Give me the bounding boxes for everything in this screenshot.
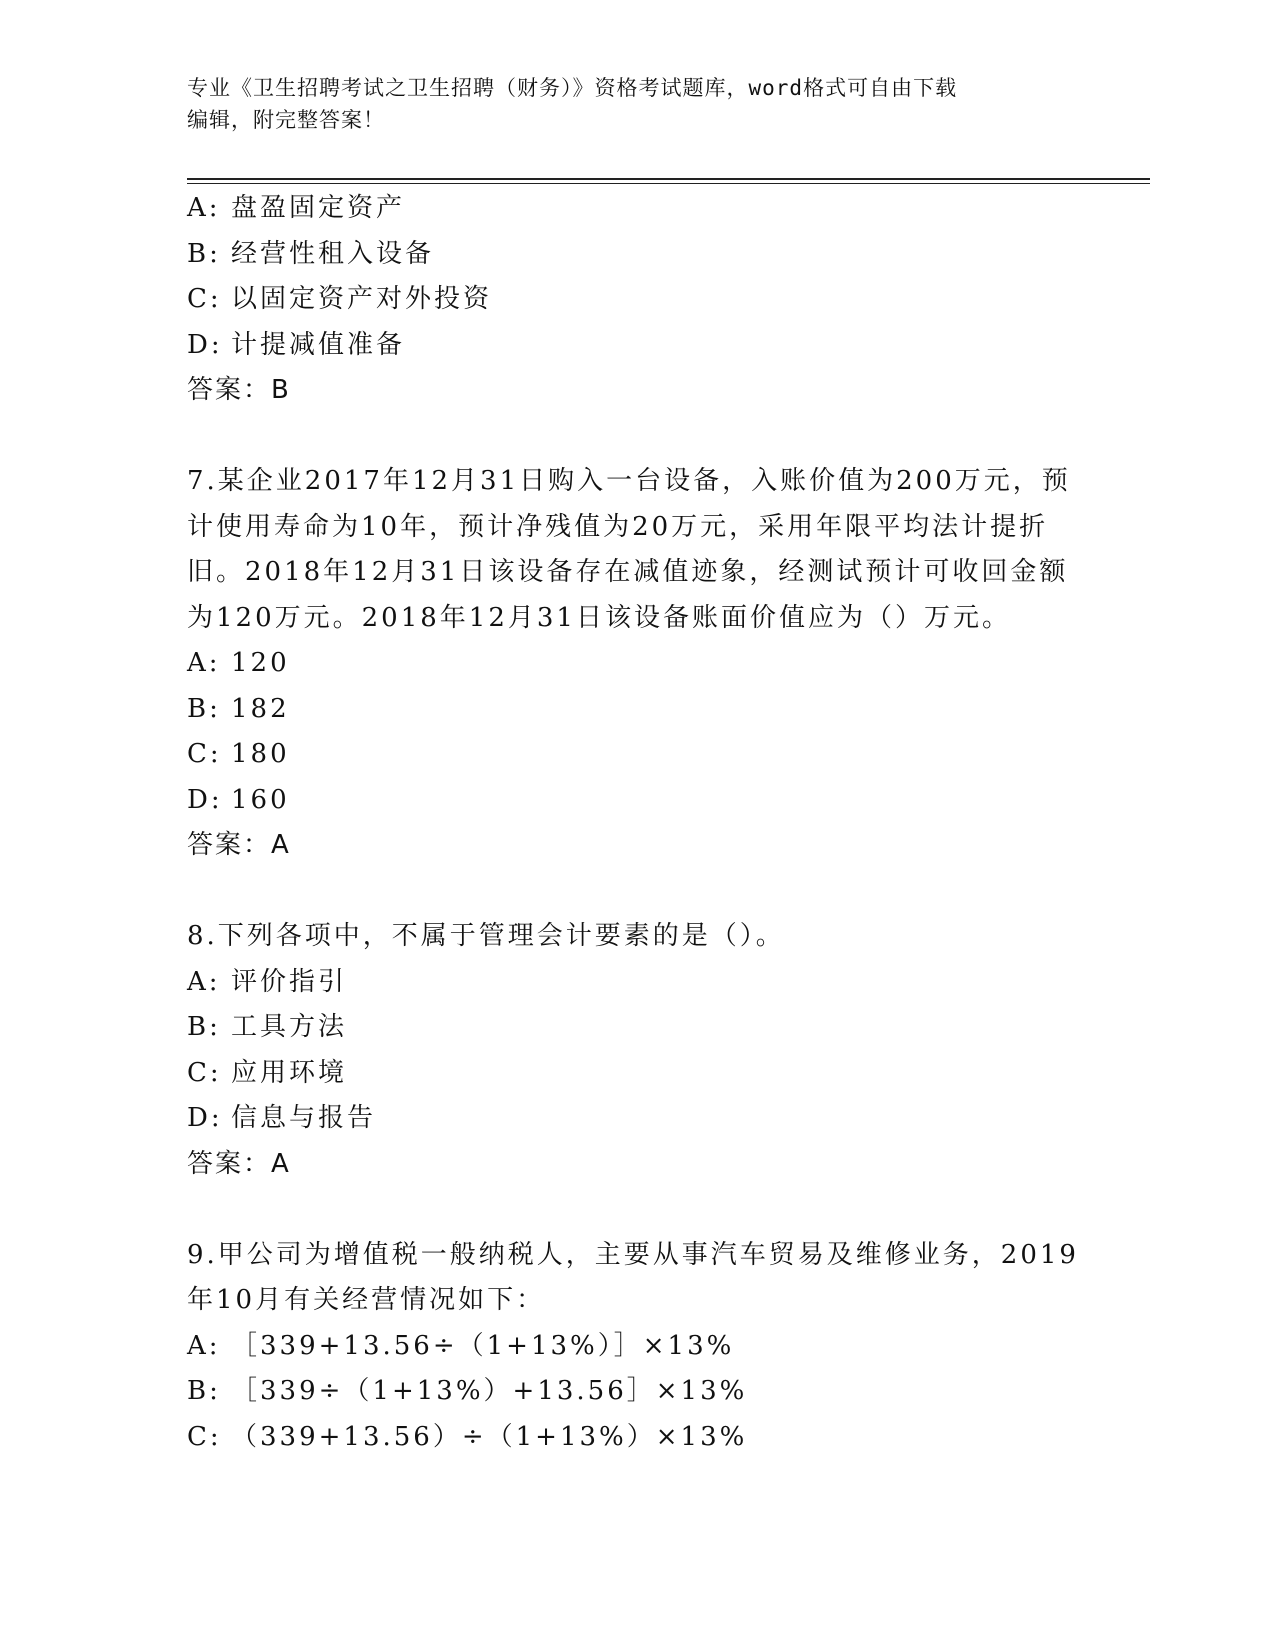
option-label: C: [187,1057,222,1088]
answer: 答案：B [187,375,291,405]
option-text: 评价指引 [231,966,348,997]
option-label: D: [187,329,223,360]
option-label: A: [187,966,221,997]
option-text: 经营性租入设备 [231,238,435,269]
answer: 答案：A [187,830,291,860]
header-line-2: 编辑，附完整答案！ [187,108,385,132]
option-text: ［339+13.56÷（1+13%）］×13% [231,1330,735,1361]
option-label: B: [187,1012,221,1042]
option-label: B: [187,238,221,269]
option-label: C: [187,1421,222,1452]
spacer [187,1187,1087,1233]
document-header [187,72,1087,136]
option-text: 信息与报告 [231,1103,377,1133]
option-label: D: [187,1103,223,1133]
option-label: D: [187,784,223,815]
option-d [187,778,1087,824]
question-6 [187,186,1087,414]
option-c [187,732,1087,778]
option-d [187,323,1087,369]
header-divider [187,178,1150,180]
question-stem-line: 旧。2018年12月31日该设备存在减值迹象，经测试预计可收回金额 [187,557,1069,587]
question-9 [187,1233,1087,1461]
option-a [187,960,1087,1006]
question-stem-line: 年10月有关经营情况如下： [187,1285,546,1315]
header-divider-thin [187,183,1150,184]
option-label: A: [187,1330,221,1361]
question-8 [187,914,1087,1187]
option-text: 182 [231,693,290,724]
option-text: 以固定资产对外投资 [231,284,493,314]
option-text: 120 [231,648,290,678]
option-label: A: [187,648,221,678]
question-stem-line: 计使用寿命为10年，预计净残值为20万元，采用年限平均法计提折 [187,511,1049,542]
spacer [187,414,1087,460]
option-label: C: [187,739,222,769]
option-text: 盘盈固定资产 [231,193,406,223]
option-c [187,1051,1087,1097]
header-line-1: 专业《卫生招聘考试之卫生招聘（财务）》资格考试题库，word格式可自由下载 [187,76,958,100]
option-c [187,277,1087,323]
question-stem-line: 9.甲公司为增值税一般纳税人，主要从事汽车贸易及维修业务，2019 [187,1239,1079,1270]
option-label: A: [187,193,221,223]
question-7 [187,459,1087,869]
option-b [187,1369,1087,1415]
option-text: 工具方法 [231,1012,348,1042]
option-text: （339+13.56）÷（1+13%）×13% [231,1421,748,1452]
option-label: B: [187,1376,221,1406]
option-b [187,687,1087,733]
option-b [187,232,1087,278]
option-text: 160 [231,784,290,815]
answer: 答案：A [187,1148,291,1179]
option-b [187,1005,1087,1051]
option-d [187,1096,1087,1142]
question-stem-line: 为120万元。2018年12月31日该设备账面价值应为（）万元。 [187,602,1011,633]
option-text: ［339÷（1+13%）+13.56］×13% [231,1376,748,1406]
option-text: 计提减值准备 [231,329,406,360]
question-stem-line: 7.某企业2017年12月31日购入一台设备，入账价值为200万元，预 [187,466,1071,496]
option-c [187,1415,1087,1461]
option-label: B: [187,693,221,724]
option-label: C: [187,284,222,314]
option-text: 180 [231,739,290,769]
option-a [187,1324,1087,1370]
option-a [187,641,1087,687]
question-stem-line: 8.下列各项中，不属于管理会计要素的是（）。 [187,921,785,951]
spacer [187,869,1087,915]
option-text: 应用环境 [231,1057,348,1088]
option-a [187,186,1087,232]
question-list [187,186,1087,1460]
